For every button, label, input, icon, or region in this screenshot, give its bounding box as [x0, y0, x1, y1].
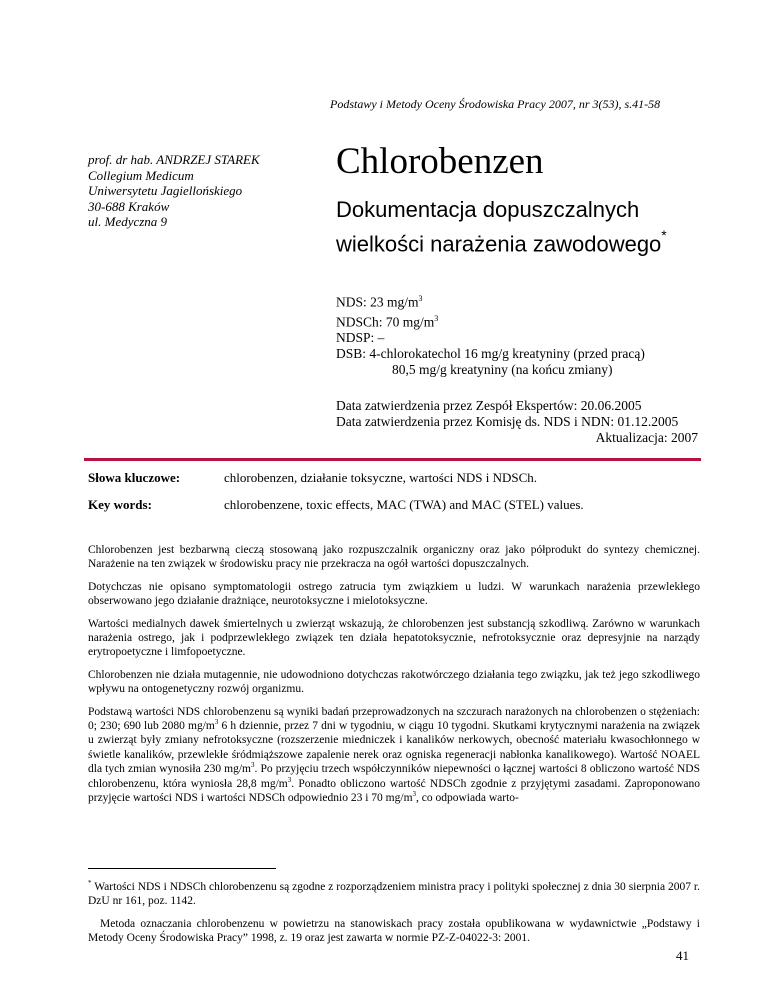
footnote-marker: *	[661, 227, 667, 243]
page-number: 41	[676, 948, 689, 963]
ndsp-value: NDSP: –	[336, 330, 385, 345]
paragraph-1: Chlorobenzen jest bezbarwną cieczą stosowaną jako rozpuszczalnik organiczny oraz jako półprodukt do syntezy chemicznej. Narażenie na ten związek w środowisku pracy nie przekracza na ogół wartości dopuszczalnych.	[88, 544, 700, 571]
author-street: ul. Medyczna 9	[88, 214, 168, 229]
document-title: Chlorobenzen	[336, 141, 544, 182]
paragraph-2: Dotychczas nie opisano symptomatologii ostrego zatrucia tym związkiem u ludzi. W warunkach narażenia przewlekłego obserwowano jego działanie drażniące, neurotoksyczne i mielotoksyczne.	[88, 580, 700, 608]
subtitle-line-2-text: wielkości narażenia zawodowego	[336, 231, 662, 257]
author-university: Uniwersytetu Jagiellońskiego	[88, 183, 243, 198]
paragraph-5: Podstawą wartości NDS chlorobenzenu są wyniki badań przeprowadzonych na szczurach narażonych na chlorobenzen o stężeniach: 0; 230; 690 lub 2080 $mg/m^3$ 6 h dziennie, przez 7 dni w tygodniu, w ciągu 10 tygodni. Skutkami krytycznymi narażenia na związek u zwierząt były zmiany nefrotoksyczne (rozszerzenie miedniczek i kanalików nerkowych, obecność materiału kwasochłonnego w świetle kanalików, przewlekłe śródmiąższowe zapalenie nerek oraz ogniska regeneracji nabłonka kanalikowego). Wartość NOAEL dla tych zmian wynosiła 230 $mg/m^3$. Po przyjęciu trzech współczynników niepewności o łącznej wartości 8 obliczono wartość NDS chlorobenzenu, która wyniosła 28,8 $mg/m^3$. Ponadto obliczono wartość NDSCh zgodnie z przyjętymi zasadami. Zaproponowano przyjęcie wartości NDS i wartości NDSCh odpowiednio 23 i 70 $mg/m^3$, co odpowiada warto-	[88, 705, 700, 805]
ndsch-value: NDSCh: 70 $mg/m^3$	[336, 313, 439, 329]
dsb-value-2: 80,5 mg/g kreatyniny (na końcu zmiany)	[392, 362, 613, 377]
paragraph-3: Wartości medialnych dawek śmiertelnych u zwierząt wskazują, że chlorobenzen jest substancją szkodliwą. Zarówno w warunkach narażenia ostrego, jak i podprzewlekłego związek ten działa hepatotoksycznie, nefrotoksycznie oraz depresyjnie na narządy erytropoetyczne i limfopoetyczne.	[88, 617, 700, 659]
keywords-pl-label: Słowa kluczowe:	[88, 470, 181, 485]
nds-value: NDS: 23 $mg/m^3$	[336, 294, 423, 310]
exposure-limits	[336, 291, 645, 378]
keywords-en-value: chlorobenzene, toxic effects, MAC (TWA) and MAC (STEL) values.	[224, 497, 584, 512]
footnote-separator	[88, 868, 276, 869]
author-block	[88, 152, 260, 230]
dsb-value-1: DSB: 4-chlorokatechol 16 mg/g kreatyniny (przed pracą)	[336, 346, 645, 361]
journal-citation: Podstawy i Metody Oceny Środowiska Pracy 2007, nr 3(53), s.41-58	[330, 97, 661, 111]
author-name: prof. dr hab. ANDRZEJ STAREK	[88, 152, 260, 167]
document-subtitle	[336, 196, 756, 258]
keywords-en-label: Key words:	[88, 497, 152, 512]
date-commission: Data zatwierdzenia przez Komisję ds. NDS i NDN: 01.12.2005	[336, 414, 679, 429]
footnote-2: Metoda oznaczania chlorobenzenu w powietrzu na stanowiskach pracy została opublikowana w wydawnictwie „Podstawy i Metody Oceny Środowiska Pracy” 1998, z. 19 oraz jest zawarta w normie PZ-Z-04022-3: 2001.	[88, 917, 700, 945]
date-update: Aktualizacja: 2007	[595, 430, 698, 445]
keywords-pl-value: chlorobenzen, działanie toksyczne, wartości NDS i NDSCh.	[224, 470, 538, 485]
approval-dates	[336, 398, 698, 446]
abstract-body	[88, 543, 700, 814]
author-institution: Collegium Medicum	[88, 167, 194, 183]
paragraph-4: Chlorobenzen nie działa mutagennie, nie udowodniono dotychczas rakotwórczego działania tego związku, jak też jego szkodliwego wpływu na ontogenetyczny rozwój organizmu.	[88, 668, 700, 696]
footnote-1: * Wartości NDS i NDSCh chlorobenzenu są zgodne z rozporządzeniem ministra pracy i polityki społecznej z dnia 30 sierpnia 2007 r. DzU nr 161, poz. 1142.	[88, 879, 700, 908]
subtitle-line-2	[336, 224, 756, 258]
date-experts: Data zatwierdzenia przez Zespół Ekspertów: 20.06.2005	[336, 398, 642, 413]
subtitle-line-1: Dokumentacja dopuszczalnych	[336, 197, 640, 222]
author-city: 30-688 Kraków	[88, 198, 170, 214]
footnotes	[88, 876, 700, 953]
section-divider	[84, 458, 701, 461]
